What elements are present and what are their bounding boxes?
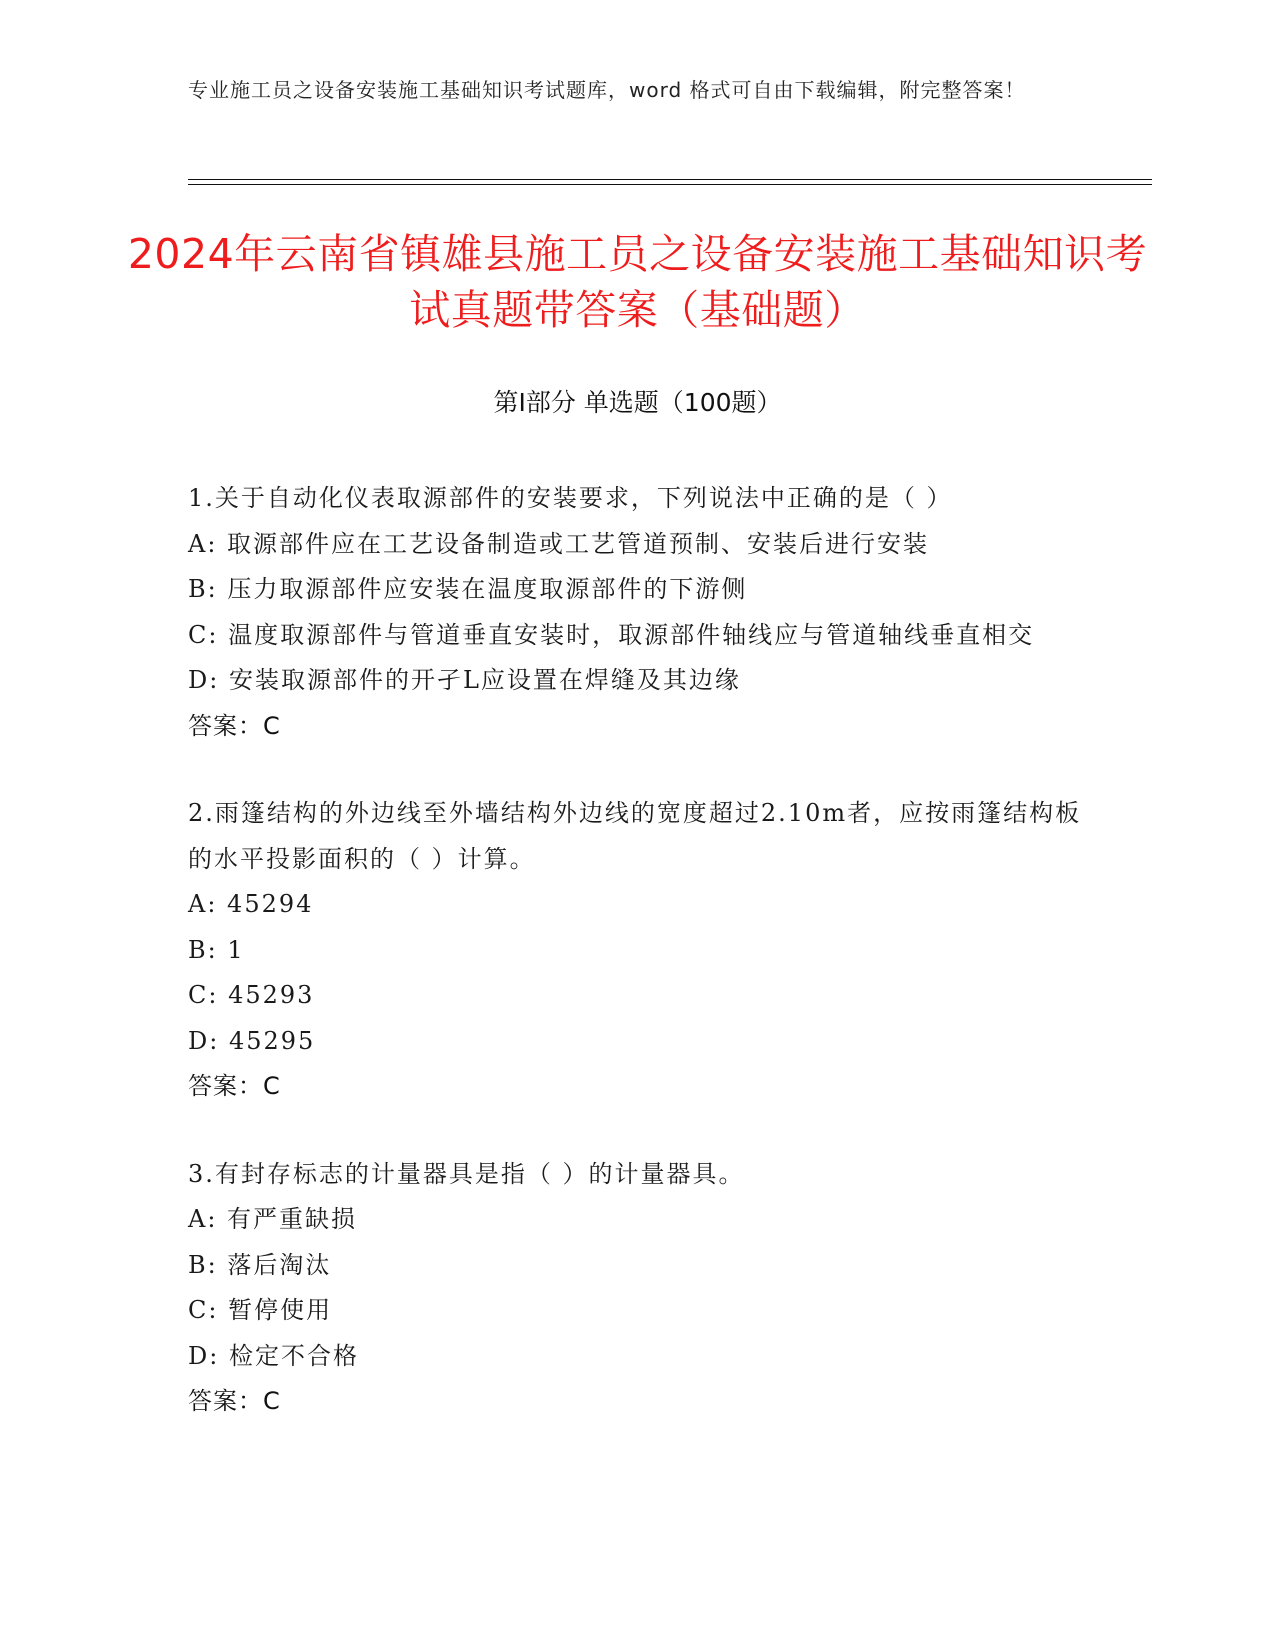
option-b: B: 压力取源部件应安装在温度取源部件的下游侧 <box>188 575 748 603</box>
answer-line: 答案：C <box>188 1072 281 1100</box>
section-heading: 第Ⅰ部分 单选题（100题） <box>493 388 782 417</box>
option-c: C: 温度取源部件与管道垂直安装时，取源部件轴线应与管道轴线垂直相交 <box>188 620 1035 649</box>
option-c: C: 45293 <box>188 981 315 1009</box>
option-a: A: 取源部件应在工艺设备制造或工艺管道预制、安装后进行安装 <box>188 529 930 558</box>
option-a: A: 有严重缺损 <box>188 1205 358 1233</box>
option-d: D: 安装取源部件的开孑L应设置在焊缝及其边缘 <box>188 666 741 694</box>
option-b: B: 1 <box>188 935 245 964</box>
question-stem: 3.有封存标志的计量器具是指（ ）的计量器具。 <box>188 1159 745 1188</box>
document-title: 2024年云南省镇雄县施工员之设备安装施工基础知识考试真题带答案（基础题） <box>127 230 1148 334</box>
question-list <box>188 476 1088 1467</box>
question-item <box>188 791 1088 1110</box>
header-note: 专业施工员之设备安装施工基础知识考试题库，word 格式可自由下载编辑，附完整答案！ <box>188 78 1026 102</box>
question-stem: 1.关于自动化仪表取源部件的安装要求，下列说法中正确的是（ ） <box>188 484 953 512</box>
option-d: D: 检定不合格 <box>188 1341 359 1370</box>
answer-line: 答案：C <box>188 1387 281 1415</box>
header-divider-top <box>188 179 1152 180</box>
option-a: A: 45294 <box>188 890 314 918</box>
question-stem: 2.雨篷结构的外边线至外墙结构外边线的宽度超过2.10m者，应按雨篷结构板的水平投影面积的（ ）计算。 <box>188 799 1082 873</box>
option-b: B: 落后淘汰 <box>188 1250 332 1279</box>
question-item <box>188 1152 1088 1425</box>
option-c: C: 暂停使用 <box>188 1296 333 1324</box>
question-item <box>188 476 1088 749</box>
header-divider-bottom <box>188 184 1152 185</box>
option-d: D: 45295 <box>188 1026 316 1055</box>
answer-line: 答案：C <box>188 711 281 740</box>
